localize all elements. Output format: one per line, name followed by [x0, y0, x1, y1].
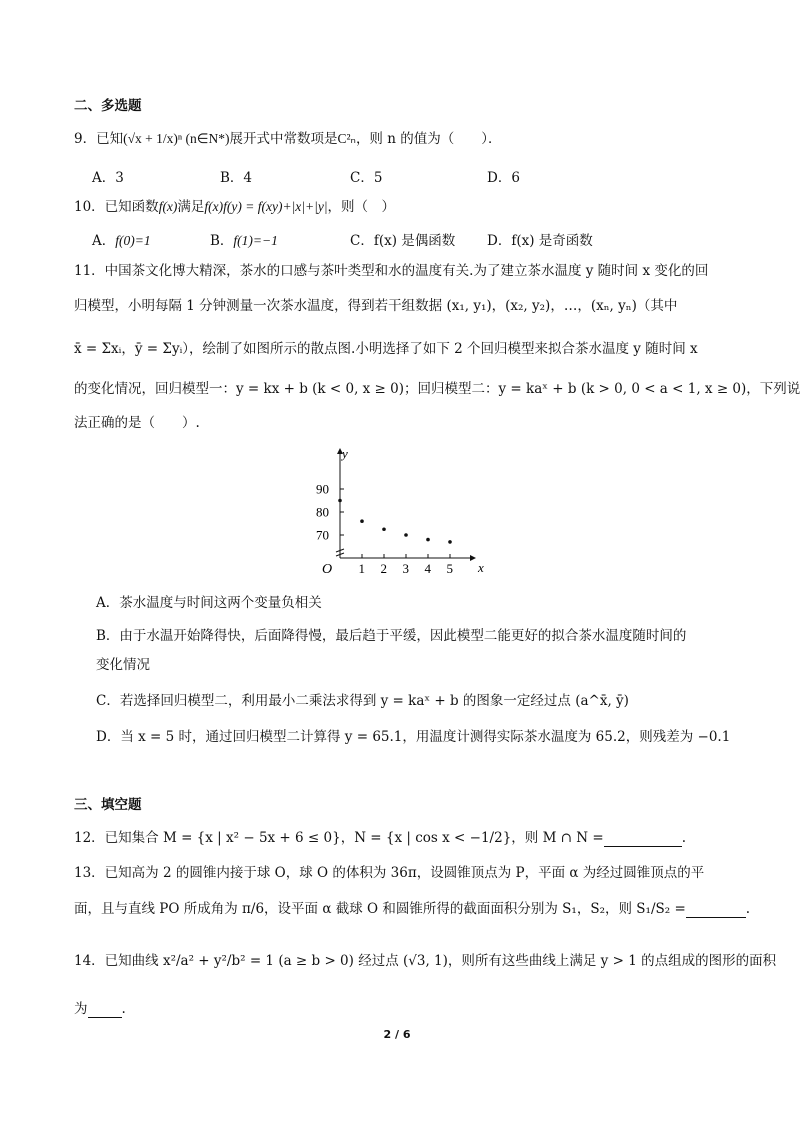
q9-middle: 展开式中常数项是 [229, 131, 338, 147]
q11-option-d: D．当 x = 5 时，通过回归模型二计算得 y = 65.1，用温度计测得实际茶水温度为 65.2，则残差为 −0.1 [96, 729, 731, 745]
q9-combination: C²ₙ [337, 131, 356, 146]
scatter-plot [312, 446, 482, 586]
q11-option-a: A．茶水温度与时间这两个变量负相关 [96, 595, 322, 611]
data-point [426, 538, 430, 542]
y-tick-label: 90 [316, 481, 329, 497]
x-axis-arrow [470, 555, 476, 561]
question-9 [74, 130, 501, 148]
q13-answer-blank[interactable] [686, 903, 746, 918]
q14-answer-blank[interactable] [88, 1003, 122, 1018]
q10-option-a: A．f(0)=1 [92, 233, 151, 249]
page-number: 2 / 6 [383, 1028, 411, 1041]
q11-line-5: 法正确的是（ ）. [74, 415, 200, 431]
x-axis-label: x [478, 560, 484, 575]
y-tick-label: 70 [316, 527, 329, 543]
q14-line-1: 14．已知曲线 x²/a² + y²/b² = 1 (a ≥ b > 0) 经过点 (√3, 1)，则所有这些曲线上满足 y > 1 的点组成的图形的面积 [74, 953, 777, 969]
q10-option-b: B．f(1)=−1 [210, 233, 278, 249]
origin-label: O [322, 562, 333, 577]
question-12: 12．已知集合 M = {x | x² − 5x + 6 ≤ 0}，N = {x | cos x < −1/2}，则 M ∩ N = . [74, 830, 687, 846]
q14-line-2: 为 . [74, 1001, 126, 1017]
q14-text: 为 [74, 1001, 88, 1017]
x-tick-label: 3 [402, 561, 409, 576]
chart-axes [322, 446, 484, 577]
data-point [448, 540, 452, 544]
q9-prefix: 9．已知 [74, 131, 124, 147]
q9-suffix: ，则 n 的值为（ ）． [355, 131, 502, 147]
data-point [382, 527, 386, 531]
q10-prefix: 10．已知函数 [74, 199, 159, 215]
data-point [360, 519, 364, 523]
q12-text: 12．已知集合 M = {x | x² − 5x + 6 ≤ 0}，N = {x | cos x < −1/2}，则 M ∩ N = [74, 830, 604, 846]
q9-expression: (√x + 1/x)ⁿ (n∈N*) [123, 131, 230, 146]
q12-answer-blank[interactable] [604, 832, 682, 847]
x-tick-label: 4 [424, 561, 431, 576]
q11-option-b-line-1: B．由于水温开始降得快，后面降得慢，最后趋于平缓，因此模型二能更好的拟合茶水温度随时间的 [96, 628, 687, 644]
section-title-fill-in: 三、填空题 [74, 797, 142, 813]
q11-option-c: C．若选择回归模型二，利用最小二乘法求得到 y = kaˣ + b 的图象一定经过点 (a^x̄, ȳ) [96, 693, 629, 709]
q10-option-c: C．f(x) 是偶函数 [350, 233, 456, 249]
q13-line-1: 13．已知高为 2 的圆锥内接于球 O，球 O 的体积为 36π，设圆锥顶点为 P，平面 α 为经过圆锥顶点的平 [74, 865, 705, 881]
q11-line-4: 的变化情况，回归模型一：y = kx + b (k < 0, x ≥ 0)；回归模型二：y = kaˣ + b (k > 0, 0 < a < 1, x ≥ 0)，下列说 [74, 381, 800, 397]
q11-line-2: 归模型，小明每隔 1 分钟测量一次茶水温度，得到若干组数据 (x₁, y₁)，(x₂, y₂)，…，(xₙ, yₙ)（其中 [74, 298, 678, 314]
y-tick-label: 80 [316, 504, 329, 520]
data-point [404, 533, 408, 537]
q9-option-d: D．6 [487, 170, 520, 186]
x-tick-label: 5 [446, 561, 453, 576]
q10-option-d: D．f(x) 是奇函数 [487, 233, 593, 249]
q10-suffix: ，则（ ） [327, 199, 396, 215]
q10-middle: 满足 [177, 199, 205, 215]
data-point [338, 499, 342, 503]
q13-text: 面，且与直线 PO 所成角为 π/6，设平面 α 截球 O 和圆锥所得的截面面积分别为 S₁，S₂，则 S₁/S₂ = [74, 901, 686, 917]
q11-line-3: x̄ = Σxᵢ，ȳ = Σyᵢ），绘制了如图所示的散点图.小明选择了如下 2 个回归模型来拟合茶水温度 y 随时间 x [74, 341, 698, 357]
x-tick-label: 1 [358, 561, 365, 576]
q9-option-a: A．3 [92, 170, 124, 186]
section-title-multiple-choice: 二、多选题 [74, 98, 142, 114]
q9-option-b: B．4 [220, 170, 253, 186]
q11-line-1: 11．中国茶文化博大精深，茶水的口感与茶叶类型和水的温度有关.为了建立茶水温度 y 随时间 x 变化的回 [74, 263, 709, 279]
y-axis-label: y [342, 446, 348, 461]
q10-equation: f(x)f(y) = f(xy)+|x|+|y| [204, 199, 328, 214]
q13-line-2: 面，且与直线 PO 所成角为 π/6，设平面 α 截球 O 和圆锥所得的截面面积分别为 S₁，S₂，则 S₁/S₂ = . [74, 901, 751, 917]
x-tick-label: 2 [380, 561, 387, 576]
q9-option-c: C．5 [350, 170, 383, 186]
q11-option-b-line-2: 变化情况 [96, 657, 150, 673]
question-10 [74, 198, 395, 216]
q10-expression: f(x) [158, 199, 178, 214]
